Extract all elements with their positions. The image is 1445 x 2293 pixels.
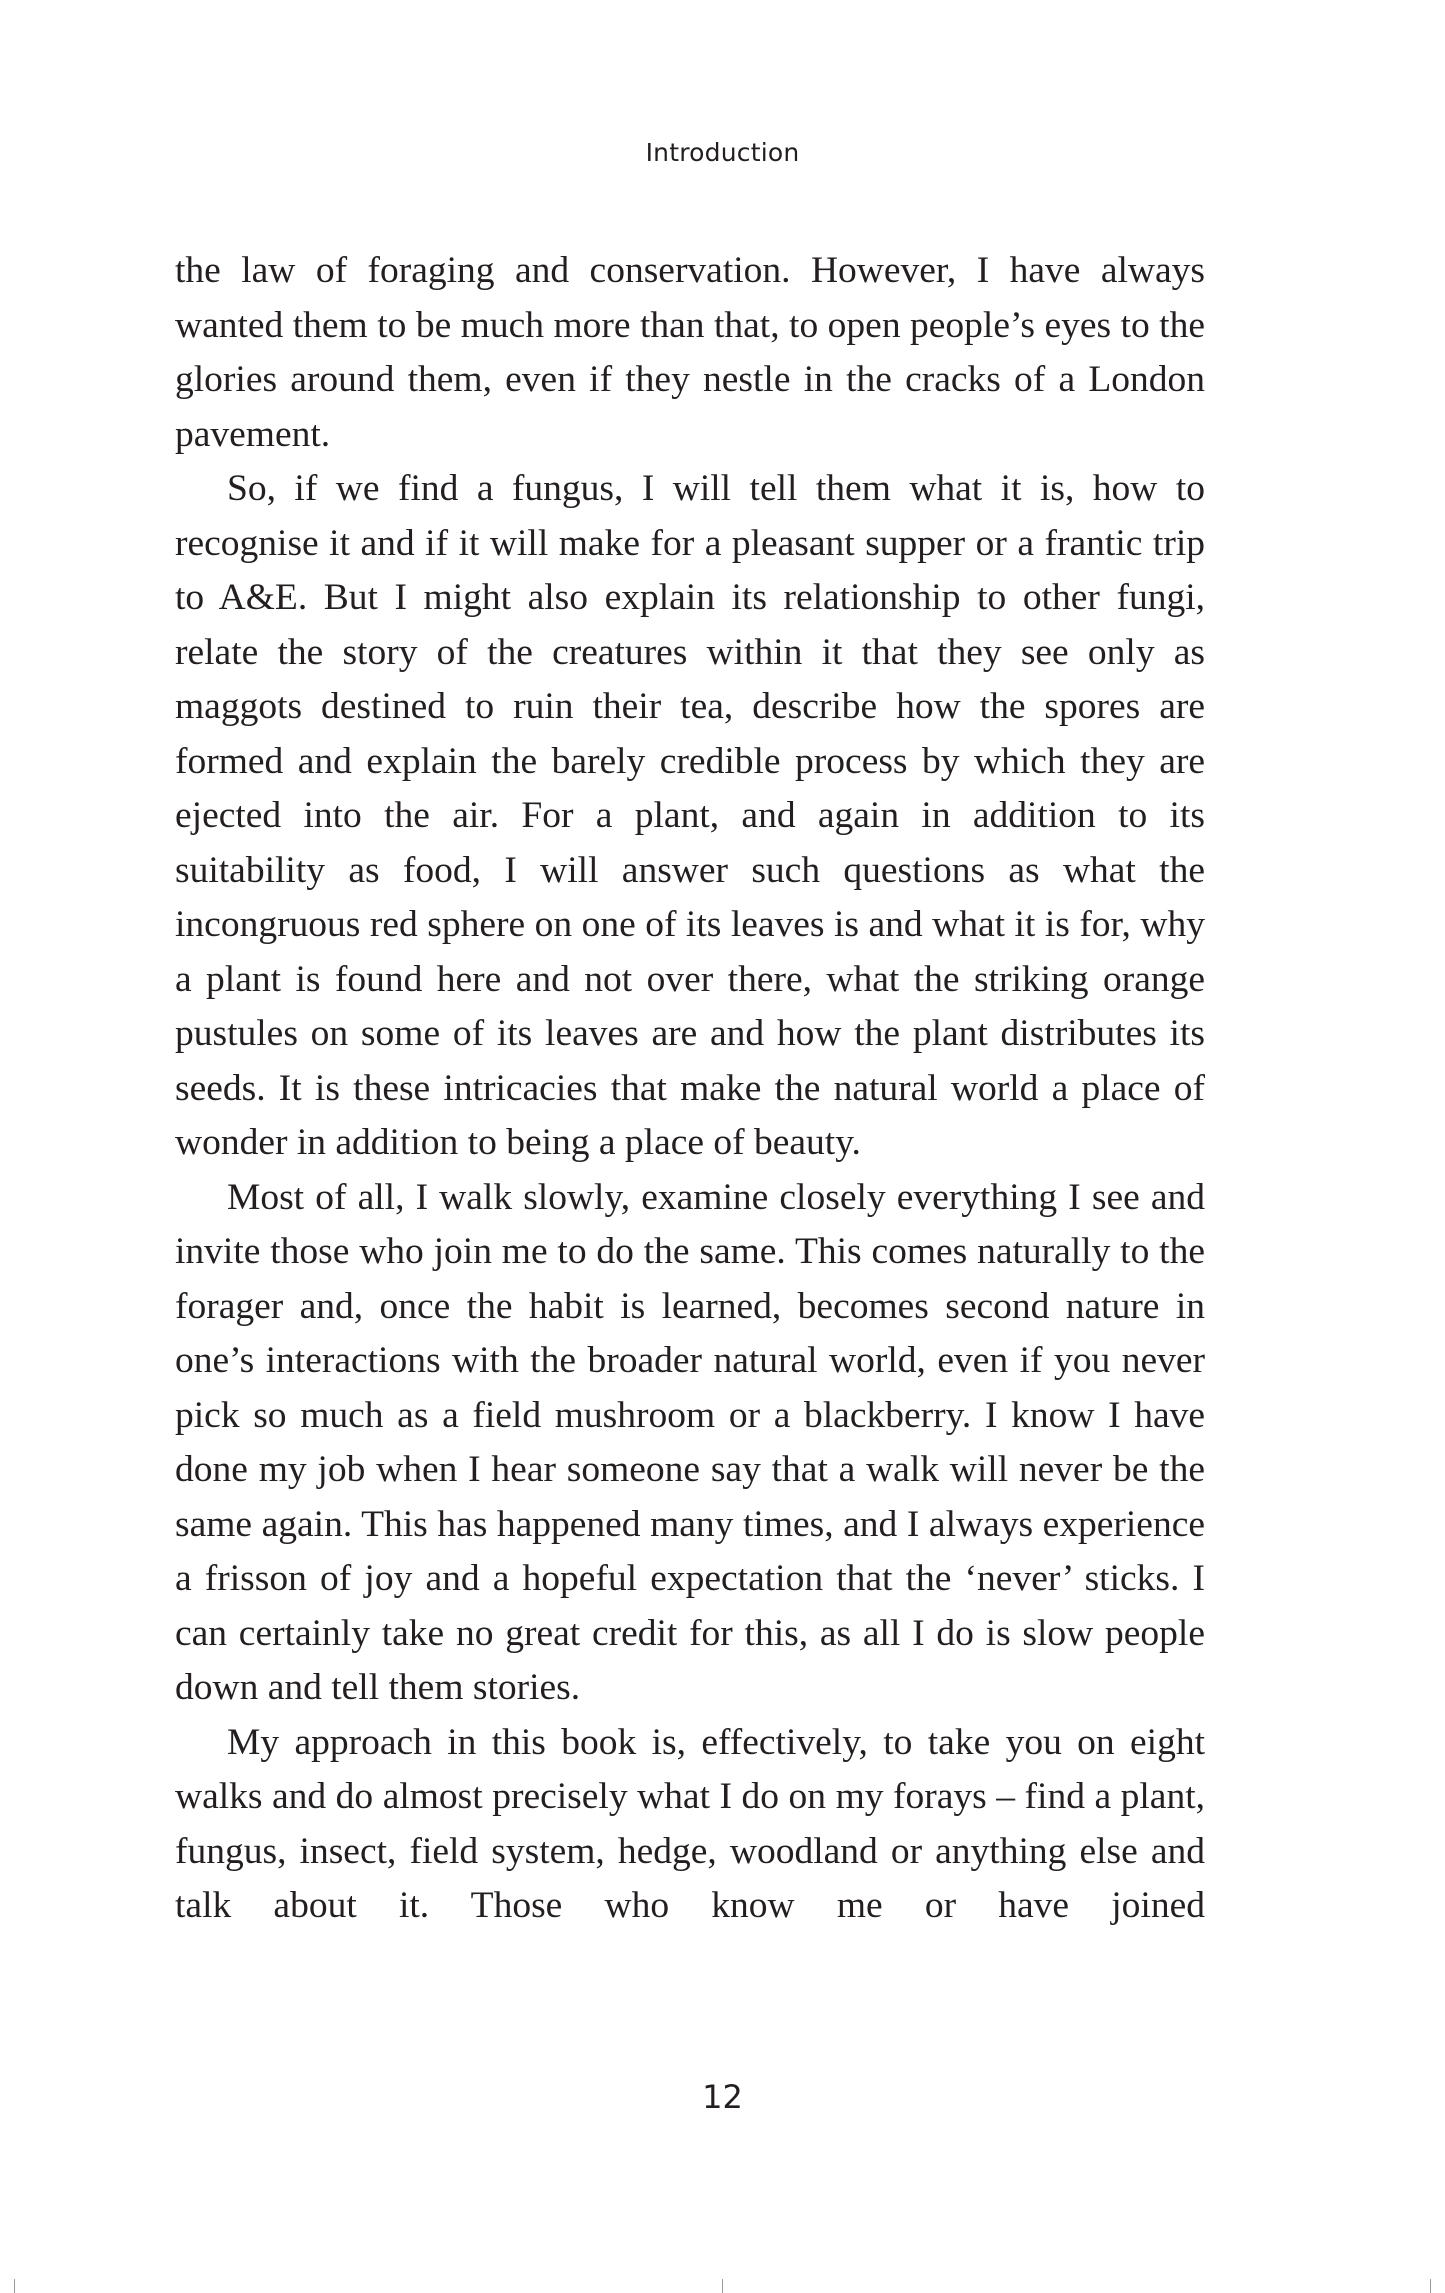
page-number: 12 (702, 2078, 743, 2116)
crop-mark-left (14, 2279, 15, 2293)
paragraph-continued: the law of foraging and conservation. However, I have always wanted them to be much more than that, to open people’s eyes to the glories around them, even if they nestle in the cracks of a London pavement. (175, 250, 1205, 455)
paragraph-walk-slowly: Most of all, I walk slowly, examine closely everything I see and invite those who join me to do the same. This comes naturally to the forager and, once the habit is learned, becomes second nature in one’s interactions with the broader natural world, even if you never pick so much as a field mushroom or a blackberry. I know I have done my job when I hear someone say that a walk will never be the same again. This has happened many times, and I always experience a frisson of joy and a hopeful expectation that the ‘never’ sticks. I can certainly take no great credit for this, as all I do is slow people down and tell them stories. (175, 1176, 1205, 1708)
crop-mark-center (722, 2279, 723, 2293)
crop-mark-right (1430, 2279, 1431, 2293)
paragraph-fungus: So, if we find a fungus, I will tell them what it is, how to recognise it and if it will make for a pleasant supper or a frantic trip to A&E. But I might also explain its relationship to other fungi, relate the story of the creatures within it that they see only as maggots destined to ruin their tea, describe how the spores are formed and explain the barely credible process by which they are ejected into the air. For a plant, and again in addition to its suitability as food, I will answer such questions as what the incongruous red sphere on one of its leaves is and what it is for, why a plant is found here and not over there, what the striking orange pustules on some of its leaves are and how the plant distributes its seeds. It is these intricacies that make the natural world a place of wonder in addition to being a place of beauty. (175, 468, 1205, 1163)
running-head: Introduction (645, 138, 800, 167)
paragraph-approach: My approach in this book is, effectively, to take you on eight walks and do almost precisely what I do on my forays – find a plant, fungus, insect, field system, hedge, woodland or anything else and talk about it. Those who know me or have joined (175, 1721, 1205, 1926)
body-text (175, 244, 1205, 1934)
